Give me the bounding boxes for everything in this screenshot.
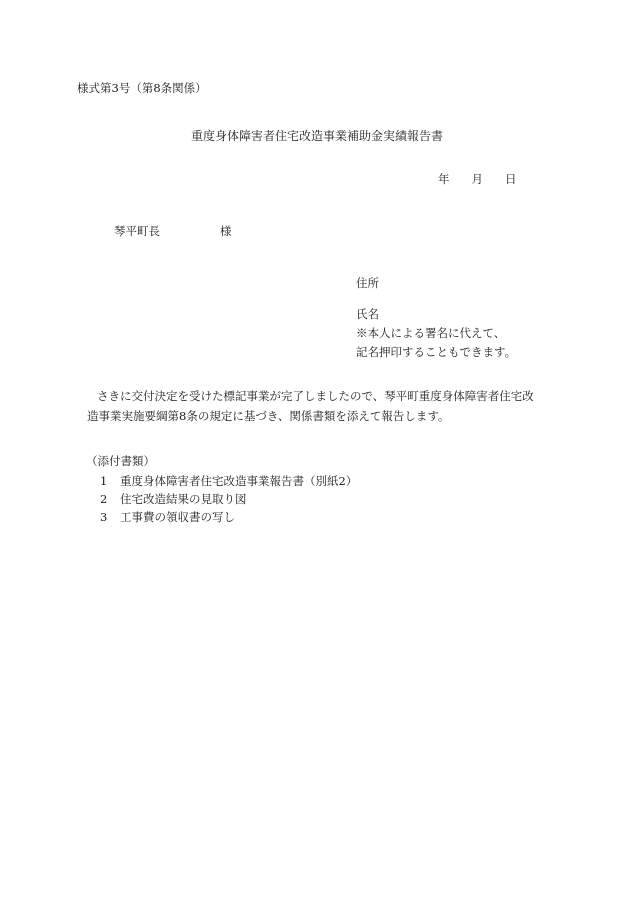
applicant-name-label: 氏名 bbox=[356, 307, 379, 321]
attachment-text: 工事費の領収書の写し bbox=[120, 510, 235, 524]
addressee bbox=[114, 223, 232, 239]
attachment-text: 住宅改造結果の見取り図 bbox=[120, 492, 247, 506]
attachment-item bbox=[100, 508, 357, 526]
attachment-text: 重度身体障害者住宅改造事業報告書（別紙2） bbox=[120, 474, 358, 488]
attachments-list bbox=[100, 472, 357, 526]
date-month-label: 月 bbox=[471, 172, 483, 186]
signature-note-line-2: 記名押印することもできます。 bbox=[356, 345, 517, 359]
attachment-number: 2 bbox=[100, 492, 108, 506]
applicant-address-label: 住所 bbox=[356, 276, 379, 290]
body-text-line-2: 造事業実施要綱第8条の規定に基づき、関係書類を添えて報告します。 bbox=[87, 409, 450, 423]
attachment-number: 3 bbox=[100, 510, 108, 524]
signature-note-line-1: ※本人による署名に代えて、 bbox=[356, 326, 506, 340]
attachment-number: 1 bbox=[100, 474, 108, 488]
attachment-item bbox=[100, 472, 357, 490]
attachments-heading: （添付書類） bbox=[86, 454, 155, 468]
date-year-label: 年 bbox=[438, 172, 450, 186]
date-day-label: 日 bbox=[505, 172, 517, 186]
date-line bbox=[438, 171, 517, 187]
addressee-name: 琴平町長 bbox=[114, 224, 160, 238]
body-text-line-1: さきに交付決定を受けた標記事業が完了しましたので、琴平町重度身体障害者住宅改 bbox=[97, 389, 534, 403]
addressee-honorific: 様 bbox=[220, 224, 232, 238]
attachment-item bbox=[100, 490, 357, 508]
form-number: 様式第3号（第8条関係） bbox=[77, 81, 207, 95]
document-title: 重度身体障害者住宅改造事業補助金実績報告書 bbox=[191, 129, 444, 143]
